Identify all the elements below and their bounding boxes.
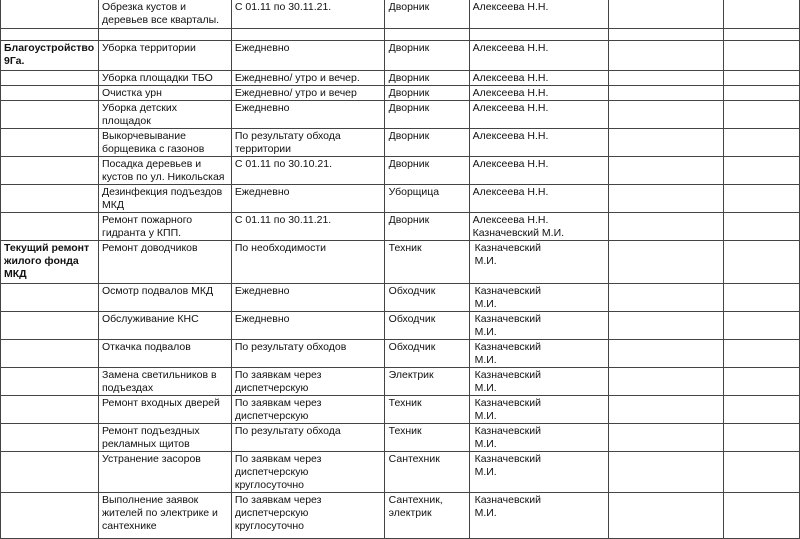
schedule-cell: С 01.11 по 30.11.21. (231, 0, 384, 29)
section-cell (1, 396, 99, 424)
schedule-cell: Ежедневно/ утро и вечер (231, 86, 384, 101)
schedule-cell (231, 29, 384, 41)
section-cell (1, 452, 99, 493)
table-row (1, 29, 800, 41)
task-cell: Ремонт входных дверей (98, 396, 231, 424)
empty-cell (724, 396, 800, 424)
schedule-cell: По результату обходов (231, 340, 384, 368)
schedule-cell: Ежедневно (231, 284, 384, 312)
empty-cell (609, 157, 724, 185)
section-cell (1, 424, 99, 452)
role-cell: Дворник (384, 129, 469, 157)
role-cell: Дворник (384, 213, 469, 241)
empty-cell (724, 452, 800, 493)
schedule-cell: По заявкам через диспетчерскую (231, 368, 384, 396)
empty-cell (724, 129, 800, 157)
person-cell: Казначевский М.И. (469, 424, 609, 452)
task-cell: Замена светильников в подъездах (98, 368, 231, 396)
person-cell (469, 29, 609, 41)
schedule-cell: По результату обхода (231, 424, 384, 452)
role-cell: Техник (384, 424, 469, 452)
person-cell: Казначевский М.И. (469, 312, 609, 340)
task-cell: Посадка деревьев и кустов по ул. Никольская (98, 157, 231, 185)
schedule-cell: По заявкам через диспетчерскую (231, 396, 384, 424)
person-cell: Алексеева Н.Н. (469, 129, 609, 157)
task-cell: Выкорчевывание борщевика с газонов (98, 129, 231, 157)
table-row (1, 284, 800, 312)
person-cell: Алексеева Н.Н. (469, 86, 609, 101)
empty-cell (609, 493, 724, 539)
empty-cell (724, 101, 800, 129)
empty-cell (609, 241, 724, 284)
person-cell: Казначевский М.И. (469, 284, 609, 312)
table-row (1, 86, 800, 101)
schedule-cell: Ежедневно (231, 41, 384, 71)
task-cell: Ремонт доводчиков (98, 241, 231, 284)
person-cell: Казначевский М.И. (469, 340, 609, 368)
table-row (1, 396, 800, 424)
person-cell: Казначевский М.И. (469, 368, 609, 396)
table-row (1, 213, 800, 241)
schedule-cell: Ежедневно (231, 185, 384, 213)
section-cell (1, 284, 99, 312)
role-cell: Дворник (384, 41, 469, 71)
section-cell (1, 86, 99, 101)
task-cell (98, 29, 231, 41)
empty-cell (609, 424, 724, 452)
empty-cell (609, 129, 724, 157)
table-row (1, 452, 800, 493)
task-cell: Осмотр подвалов МКД (98, 284, 231, 312)
empty-cell (724, 340, 800, 368)
person-cell: Алексеева Н.Н. (469, 185, 609, 213)
empty-cell (609, 368, 724, 396)
person-cell: Казначевский М.И. (469, 241, 609, 284)
empty-cell (609, 396, 724, 424)
task-cell: Выполнение заявок жителей по электрике и сантехнике (98, 493, 231, 539)
empty-cell (724, 0, 800, 29)
empty-cell (724, 86, 800, 101)
section-cell (1, 312, 99, 340)
role-cell (384, 29, 469, 41)
empty-cell (724, 424, 800, 452)
section-cell (1, 157, 99, 185)
role-cell: Дворник (384, 86, 469, 101)
section-cell: Благоустройство 9Га. (1, 41, 99, 71)
schedule-cell: Ежедневно/ утро и вечер. (231, 71, 384, 86)
table-row (1, 424, 800, 452)
role-cell: Сантехник (384, 452, 469, 493)
person-cell: Алексеева Н.Н. (469, 71, 609, 86)
role-cell: Техник (384, 241, 469, 284)
table-row (1, 157, 800, 185)
empty-cell (609, 340, 724, 368)
empty-cell (609, 312, 724, 340)
person-cell: Алексеева Н.Н. (469, 0, 609, 29)
table-row (1, 0, 800, 29)
empty-cell (609, 101, 724, 129)
schedule-cell: По результату обхода территории (231, 129, 384, 157)
empty-cell (609, 86, 724, 101)
empty-cell (724, 241, 800, 284)
task-cell: Устранение засоров (98, 452, 231, 493)
section-cell (1, 0, 99, 29)
empty-cell (724, 213, 800, 241)
section-cell (1, 29, 99, 41)
table-row (1, 129, 800, 157)
section-cell (1, 340, 99, 368)
table-row (1, 41, 800, 71)
table-row (1, 312, 800, 340)
section-cell (1, 213, 99, 241)
role-cell: Дворник (384, 71, 469, 86)
schedule-cell: По необходимости (231, 241, 384, 284)
section-cell (1, 368, 99, 396)
role-cell: Обходчик (384, 340, 469, 368)
empty-cell (724, 368, 800, 396)
empty-cell (609, 71, 724, 86)
task-cell: Дезинфекция подъездов МКД (98, 185, 231, 213)
role-cell: Дворник (384, 157, 469, 185)
table-row (1, 368, 800, 396)
table-row (1, 71, 800, 86)
table-row (1, 101, 800, 129)
section-cell (1, 71, 99, 86)
role-cell: Электрик (384, 368, 469, 396)
schedule-cell: По заявкам через диспетчерскую круглосуточно (231, 493, 384, 539)
empty-cell (609, 41, 724, 71)
task-cell: Откачка подвалов (98, 340, 231, 368)
task-cell: Ремонт подъездных рекламных щитов (98, 424, 231, 452)
person-cell: Казначевский М.И. (469, 396, 609, 424)
section-cell (1, 101, 99, 129)
empty-cell (609, 29, 724, 41)
task-cell: Обслуживание КНС (98, 312, 231, 340)
empty-cell (609, 0, 724, 29)
table-row (1, 340, 800, 368)
section-cell: Текущий ремонт жилого фонда МКД (1, 241, 99, 284)
empty-cell (724, 284, 800, 312)
task-cell: Обрезка кустов и деревьев все кварталы. (98, 0, 231, 29)
role-cell: Обходчик (384, 284, 469, 312)
empty-cell (609, 185, 724, 213)
role-cell: Дворник (384, 0, 469, 29)
role-cell: Сантехник, электрик (384, 493, 469, 539)
role-cell: Уборщица (384, 185, 469, 213)
schedule-cell: С 01.11 по 30.11.21. (231, 213, 384, 241)
role-cell: Техник (384, 396, 469, 424)
schedule-cell: С 01.11 по 30.10.21. (231, 157, 384, 185)
person-cell: Алексеева Н.Н. (469, 41, 609, 71)
person-cell: Алексеева Н.Н. Казначевский М.И. (469, 213, 609, 241)
empty-cell (724, 157, 800, 185)
role-cell: Обходчик (384, 312, 469, 340)
schedule-cell: По заявкам через диспетчерскую круглосуточно (231, 452, 384, 493)
role-cell: Дворник (384, 101, 469, 129)
empty-cell (724, 41, 800, 71)
section-cell (1, 129, 99, 157)
task-cell: Уборка детских площадок (98, 101, 231, 129)
section-cell (1, 185, 99, 213)
empty-cell (724, 185, 800, 213)
task-cell: Ремонт пожарного гидранта у КПП. (98, 213, 231, 241)
table-row (1, 241, 800, 284)
task-cell: Очистка урн (98, 86, 231, 101)
empty-cell (724, 71, 800, 86)
schedule-cell: Ежедневно (231, 101, 384, 129)
person-cell: Казначевский М.И. (469, 493, 609, 539)
table-row (1, 185, 800, 213)
empty-cell (724, 493, 800, 539)
person-cell: Алексеева Н.Н. (469, 101, 609, 129)
empty-cell (609, 284, 724, 312)
task-cell: Уборка площадки ТБО (98, 71, 231, 86)
empty-cell (609, 213, 724, 241)
empty-cell (609, 452, 724, 493)
person-cell: Алексеева Н.Н. (469, 157, 609, 185)
table-row (1, 493, 800, 539)
empty-cell (724, 29, 800, 41)
person-cell: Казначевский М.И. (469, 452, 609, 493)
task-cell: Уборка территории (98, 41, 231, 71)
section-cell (1, 493, 99, 539)
schedule-cell: Ежедневно (231, 312, 384, 340)
empty-cell (724, 312, 800, 340)
